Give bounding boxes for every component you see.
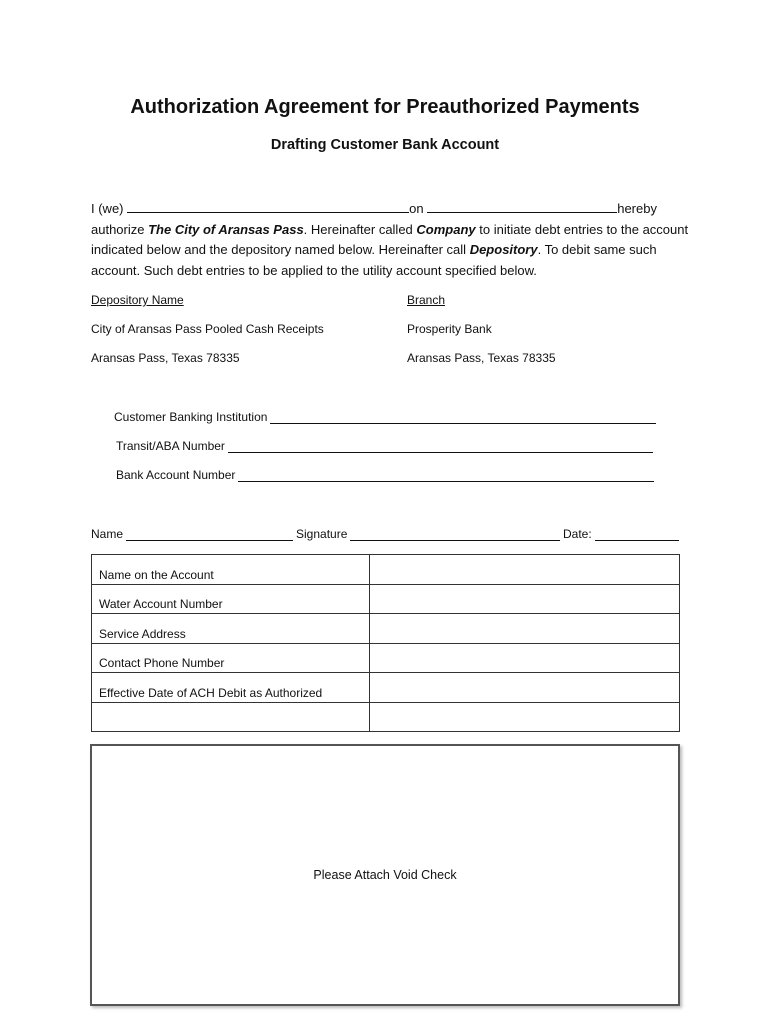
table-input-cell[interactable] <box>370 673 680 703</box>
table-label-cell: Contact Phone Number <box>92 643 370 673</box>
table-row <box>92 584 680 614</box>
name-label: Name <box>91 527 124 541</box>
i-we-label: I (we) <box>91 201 124 216</box>
table-input-cell[interactable] <box>370 555 680 585</box>
table-label-cell: Water Account Number <box>92 584 370 614</box>
depository-name-line2: Aransas Pass, Texas 78335 <box>91 351 240 365</box>
table-label-cell <box>92 702 370 732</box>
branch-line1: Prosperity Bank <box>407 322 492 336</box>
table-row <box>92 643 680 673</box>
table-row <box>92 702 680 732</box>
hereby-label: hereby <box>617 201 657 216</box>
table-label-cell: Name on the Account <box>92 555 370 585</box>
table-input-cell[interactable] <box>370 702 680 732</box>
on-label: on <box>409 201 424 216</box>
branch-header: Branch <box>407 293 446 307</box>
table-row <box>92 673 680 703</box>
customer-name-blank[interactable] <box>127 199 409 213</box>
table-row <box>92 614 680 644</box>
bank-account-label: Bank Account Number <box>116 468 236 482</box>
table-input-cell[interactable] <box>370 614 680 644</box>
authorization-paragraph <box>91 199 691 281</box>
authorization-first-line <box>91 199 691 220</box>
name-blank[interactable] <box>126 528 293 541</box>
account-info-table <box>91 554 680 732</box>
depository-name-line1: City of Aransas Pass Pooled Cash Receipts <box>91 322 324 336</box>
document-title: Authorization Agreement for Preauthorized Payments <box>130 96 640 118</box>
void-check-box <box>90 744 680 1006</box>
city-name: The City of Aransas Pass <box>148 221 304 237</box>
branch-line2: Aransas Pass, Texas 78335 <box>407 351 556 365</box>
name-field[interactable] <box>91 527 293 541</box>
signature-label: Signature <box>296 527 348 541</box>
void-check-label: Please Attach Void Check <box>313 868 457 882</box>
table-input-cell[interactable] <box>370 643 680 673</box>
document-subtitle: Drafting Customer Bank Account <box>270 137 500 153</box>
table-row <box>92 555 680 585</box>
table-label-cell: Service Address <box>92 614 370 644</box>
company-term: Company <box>416 221 476 237</box>
banking-institution-blank[interactable] <box>270 411 656 424</box>
date-label: Date: <box>563 527 592 541</box>
date-field[interactable] <box>563 527 679 541</box>
bank-account-blank[interactable] <box>238 469 654 482</box>
table-label-cell: Effective Date of ACH Debit as Authorized <box>92 673 370 703</box>
transit-aba-label: Transit/ABA Number <box>116 439 225 453</box>
depository-name-header: Depository Name <box>91 293 184 307</box>
date-blank-line[interactable] <box>595 528 679 541</box>
signature-field[interactable] <box>296 527 560 541</box>
date-blank[interactable] <box>427 199 617 213</box>
banking-institution-label: Customer Banking Institution <box>114 410 268 424</box>
transit-aba-field[interactable] <box>116 439 653 453</box>
banking-institution-field[interactable] <box>114 410 656 424</box>
bank-account-field[interactable] <box>116 468 654 482</box>
table-input-cell[interactable] <box>370 584 680 614</box>
authorization-text: authorize The City of Aransas Pass. Hereinafter called Company to initiate debt entries to the account indicated below and the depository named below. Hereinafter call Depository. To debit same such account. Such debt entries to be applied to the utility account specified below. <box>91 221 689 278</box>
transit-aba-blank[interactable] <box>228 440 653 453</box>
signature-blank[interactable] <box>350 528 560 541</box>
depository-term: Depository <box>469 242 538 257</box>
